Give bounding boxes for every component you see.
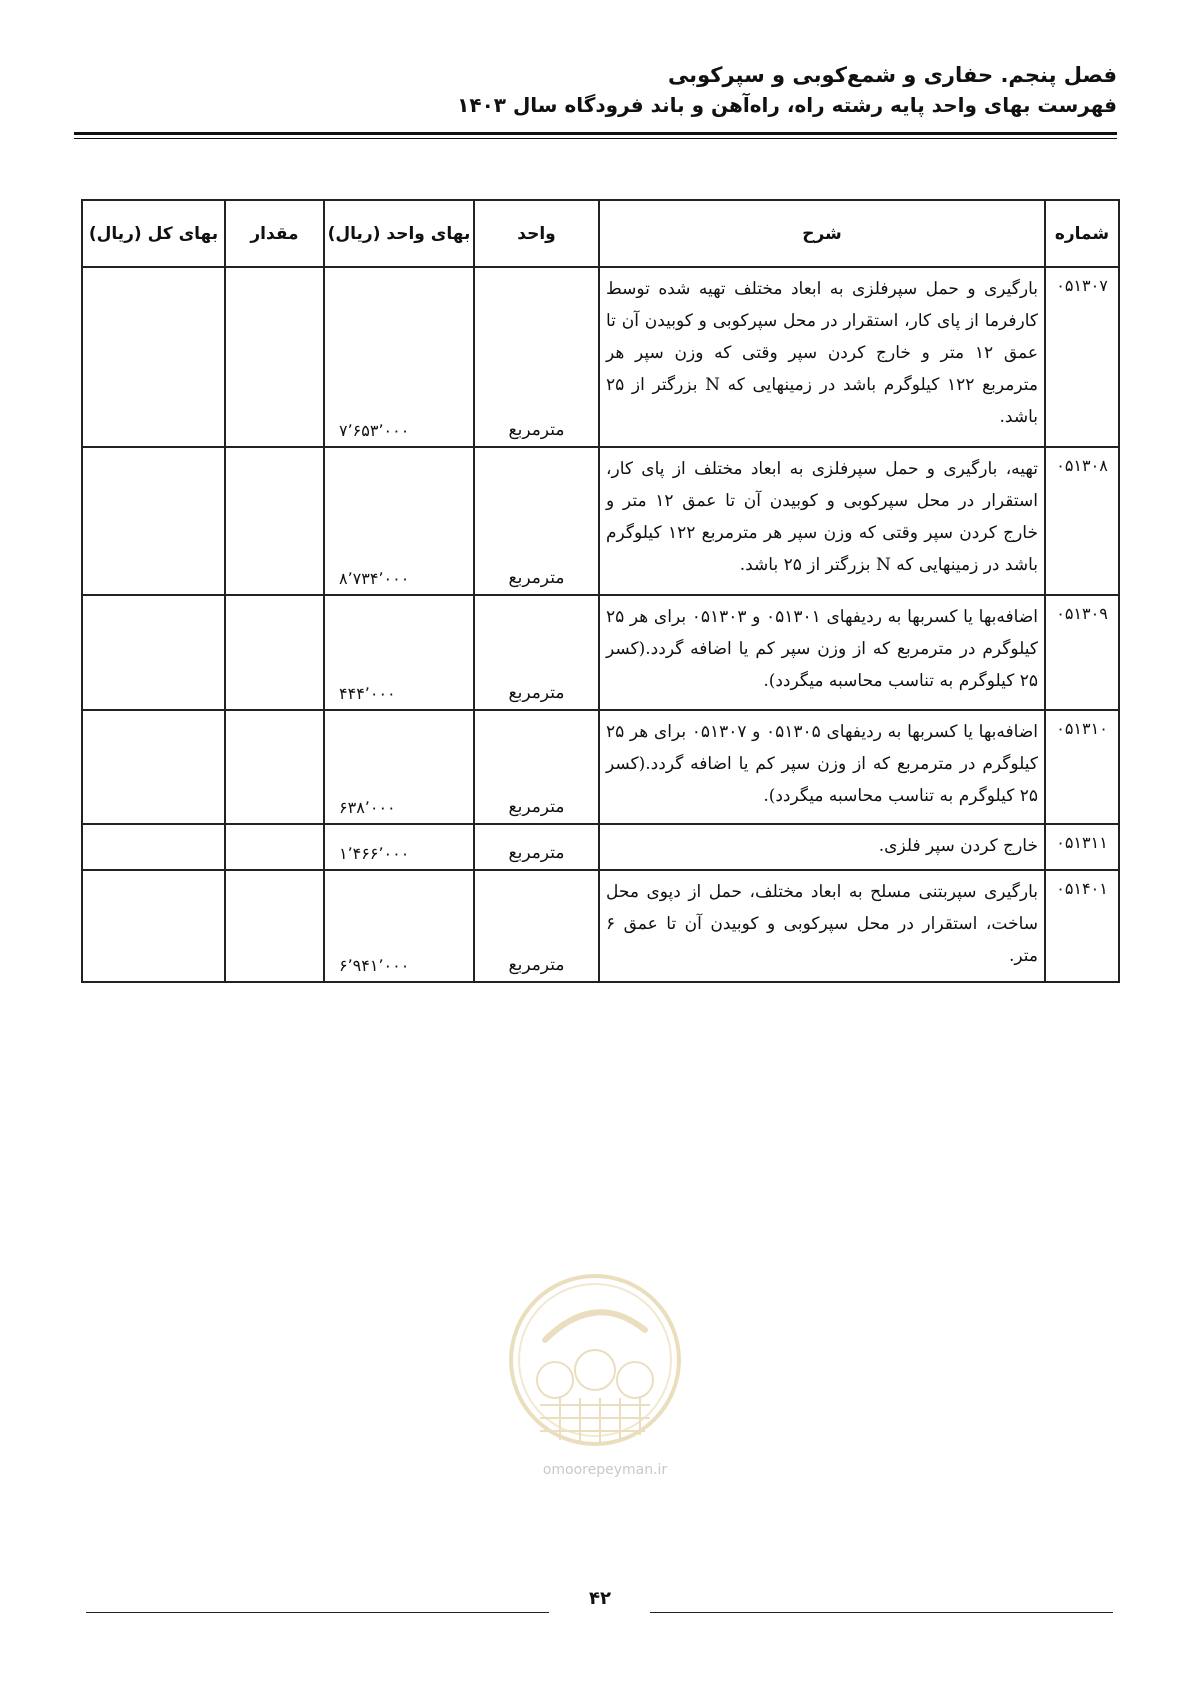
footer-rule-left [86,1612,549,1613]
table-row [82,595,1119,710]
item-unit-price: ۷٬۶۵۳٬۰۰۰ [324,267,474,447]
item-total-price [82,447,225,595]
item-quantity [225,824,324,870]
item-unit-price: ۶۳۸٬۰۰۰ [324,710,474,824]
item-unit: مترمربع [474,710,599,824]
item-code: ۰۵۱۳۰۸ [1045,447,1119,595]
item-unit-price: ۱٬۴۶۶٬۰۰۰ [324,824,474,870]
item-description: بارگیری و حمل سپرفلزی به ابعاد مختلف تهیه شده توسط کارفرما از پای کار، استقرار در محل سپرکوبی و کوبیدن آن تا عمق ۱۲ متر و خارج کردن سپر وقتی که وزن سپر هر مترمربع ۱۲۲ کیلوگرم باشد در زمینهایی که N بزرگتر از ۲۵ باشد. [599,267,1045,447]
item-quantity [225,595,324,710]
item-quantity [225,447,324,595]
item-quantity [225,870,324,982]
table-header-row [82,200,1119,267]
item-unit: مترمربع [474,447,599,595]
item-code: ۰۵۱۳۱۱ [1045,824,1119,870]
item-unit: مترمربع [474,870,599,982]
document-subtitle: فهرست بهای واحد پایه رشته راه، راه‌آهن و باند فرودگاه سال ۱۴۰۳ [457,93,1117,117]
watermark-logo [505,1270,685,1450]
table-row [82,267,1119,447]
header-unit-price: بهای واحد (ریال) [324,200,474,267]
page-header [74,60,1117,120]
item-quantity [225,710,324,824]
item-code: ۰۵۱۳۱۰ [1045,710,1119,824]
item-unit: مترمربع [474,595,599,710]
table-row [82,447,1119,595]
chapter-title: فصل پنجم. حفاری و شمع‌کوبی و سپرکوبی [667,63,1117,87]
footer-rule-right [650,1612,1113,1613]
item-unit: مترمربع [474,267,599,447]
watermark-url: omoorepeyman.ir [542,1462,668,1478]
header-total-price: بهای کل (ریال) [82,200,225,267]
item-code: ۰۵۱۳۰۷ [1045,267,1119,447]
item-description: اضافه‌بها یا کسربها به ردیفهای ۰۵۱۳۰۵ و ۰۵۱۳۰۷ برای هر ۲۵ کیلوگرم در مترمربع که از وزن سپر کم یا اضافه گردد.(کسر ۲۵ کیلوگرم به تناسب محاسبه میگردد). [599,710,1045,824]
item-description: اضافه‌بها یا کسربها به ردیفهای ۰۵۱۳۰۱ و ۰۵۱۳۰۳ برای هر ۲۵ کیلوگرم در مترمربع که از وزن سپر کم یا اضافه گردد.(کسر ۲۵ کیلوگرم به تناسب محاسبه میگردد). [599,595,1045,710]
item-unit-price: ۶٬۹۴۱٬۰۰۰ [324,870,474,982]
item-unit-price: ۸٬۷۳۴٬۰۰۰ [324,447,474,595]
item-quantity [225,267,324,447]
table-row [82,824,1119,870]
item-code: ۰۵۱۳۰۹ [1045,595,1119,710]
header-quantity: مقدار [225,200,324,267]
item-description: بارگیری سپربتنی مسلح به ابعاد مختلف، حمل از دپوی محل ساخت، استقرار در محل سپرکوبی و کوبیدن آن تا عمق ۶ متر. [599,870,1045,982]
item-description: خارج کردن سپر فلزی. [599,824,1045,870]
header-code: شماره [1045,200,1119,267]
item-total-price [82,870,225,982]
header-description: شرح [599,200,1045,267]
header-rule-thick [74,132,1117,135]
item-total-price [82,595,225,710]
table-row [82,710,1119,824]
item-unit-price: ۴۴۴٬۰۰۰ [324,595,474,710]
price-table [81,199,1120,983]
item-total-price [82,267,225,447]
page-number: ۴۲ [589,1588,611,1609]
table-row [82,870,1119,982]
item-description: تهیه، بارگیری و حمل سپرفلزی به ابعاد مختلف از پای کار، استقرار در محل سپرکوبی و کوبیدن آن تا عمق ۱۲ متر و خارج کردن سپر وقتی که وزن سپر هر مترمربع ۱۲۲ کیلوگرم باشد در زمینهایی که N بزرگتر از ۲۵ باشد. [599,447,1045,595]
header-unit: واحد [474,200,599,267]
item-unit: مترمربع [474,824,599,870]
item-total-price [82,710,225,824]
item-total-price [82,824,225,870]
item-code: ۰۵۱۴۰۱ [1045,870,1119,982]
header-rule-thin [74,138,1117,139]
